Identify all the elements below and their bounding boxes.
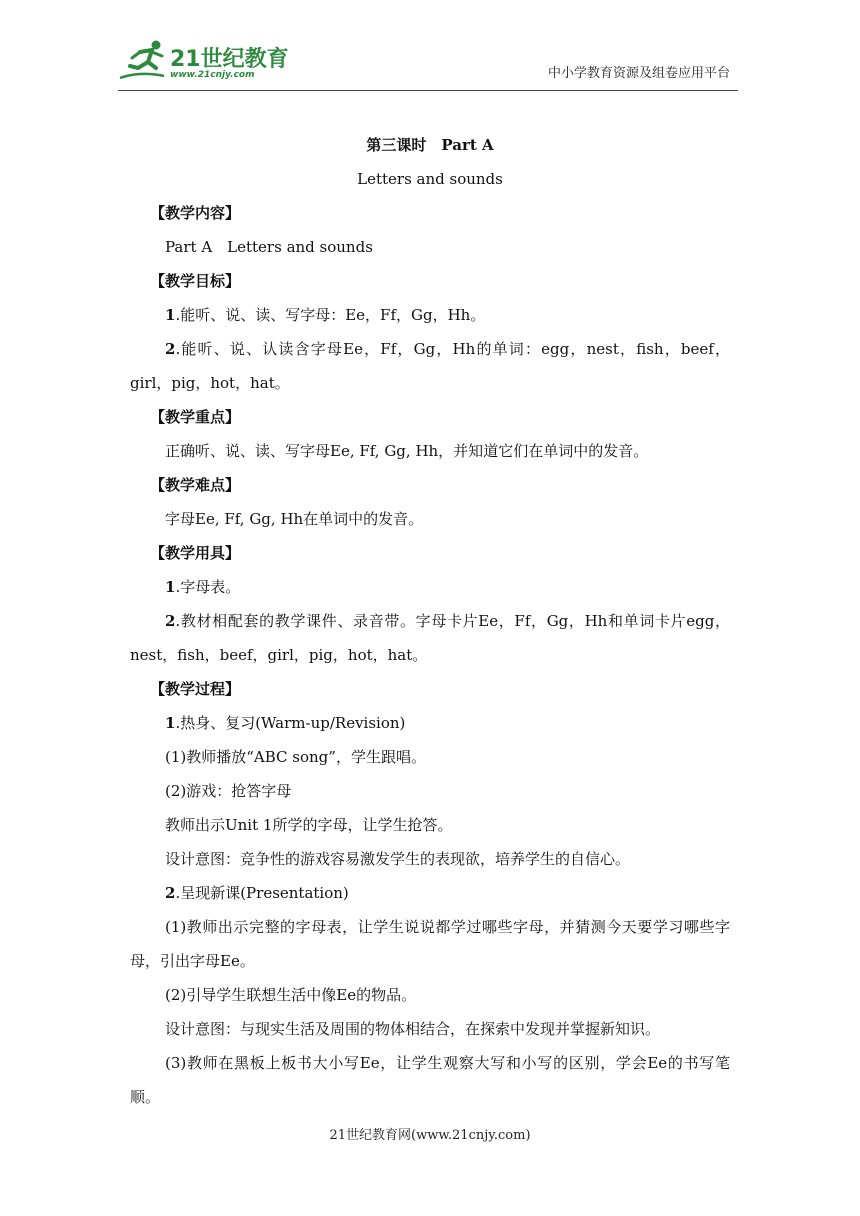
content-text: Part A Letters and sounds [165, 238, 373, 256]
doc-title: 第三课时 Part A [366, 136, 494, 154]
step-1-item-c: 教师出示Unit 1所学的字母，让学生抢答。 [165, 816, 453, 834]
page-header [0, 0, 860, 96]
section-heading-difficulties: 【教学难点】 [150, 476, 241, 494]
step-1-item-b: (2)游戏：抢答字母 [165, 782, 292, 800]
logo-text: 21世纪教育 [170, 47, 289, 72]
step-2-item-a: (1)教师出示完整的字母表，让学生说说都学过哪些字母，并猜测今天要学习哪些字母，引出字母Ee。 [130, 918, 730, 970]
step-1-heading: 1.热身、复习(Warm-up/Revision) [165, 714, 406, 732]
logo-url: www.21cnjy.com [170, 70, 255, 80]
doc-subtitle: Letters and sounds [357, 170, 503, 188]
goal-item-1: 1.能听、说、读、写字母：Ee，Ff，Gg，Hh。 [165, 306, 486, 324]
step-1-item-a: (1)教师播放“ABC song”，学生跟唱。 [165, 748, 426, 766]
page-footer: 21世纪教育网(www.21cnjy.com) [329, 1128, 531, 1143]
section-heading-key-points: 【教学重点】 [150, 408, 241, 426]
step-2-heading: 2.呈现新课(Presentation) [165, 884, 349, 902]
step-1-design-intent: 设计意图：竞争性的游戏容易激发学生的表现欲，培养学生的自信心。 [165, 850, 631, 868]
platform-name: 中小学教育资源及组卷应用平台 [547, 66, 730, 81]
step-2-item-d: (3)教师在黑板上板书大小写Ee，让学生观察大写和小写的区别，学会Ee的书写笔顺。 [130, 1054, 730, 1106]
tool-item-2: 2.教材相配套的教学课件、录音带。字母卡片Ee，Ff，Gg，Hh和单词卡片egg，nest，fish，beef，girl，pig，hot，hat。 [130, 612, 730, 664]
step-2-item-b: (2)引导学生联想生活中像Ee的物品。 [165, 986, 417, 1004]
section-heading-tools: 【教学用具】 [150, 544, 241, 562]
step-2-design-intent: 设计意图：与现实生活及周围的物体相结合，在探索中发现并掌握新知识。 [165, 1020, 661, 1038]
section-heading-goals: 【教学目标】 [150, 272, 241, 290]
key-points-text: 正确听、说、读、写字母Ee, Ff, Gg, Hh，并知道它们在单词中的发音。 [165, 442, 649, 460]
document-body [130, 128, 730, 1114]
logo [118, 38, 288, 84]
difficulties-text: 字母Ee, Ff, Gg, Hh在单词中的发音。 [165, 510, 424, 528]
header-divider [118, 90, 738, 91]
section-heading-content: 【教学内容】 [150, 204, 241, 222]
tool-item-1: 1.字母表。 [165, 578, 241, 596]
runner-logo-icon [118, 38, 168, 82]
goal-item-2: 2.能听、说、认读含字母Ee，Ff，Gg，Hh的单词：egg，nest，fish，beef，girl，pig，hot，hat。 [130, 340, 730, 392]
section-heading-process: 【教学过程】 [150, 680, 241, 698]
